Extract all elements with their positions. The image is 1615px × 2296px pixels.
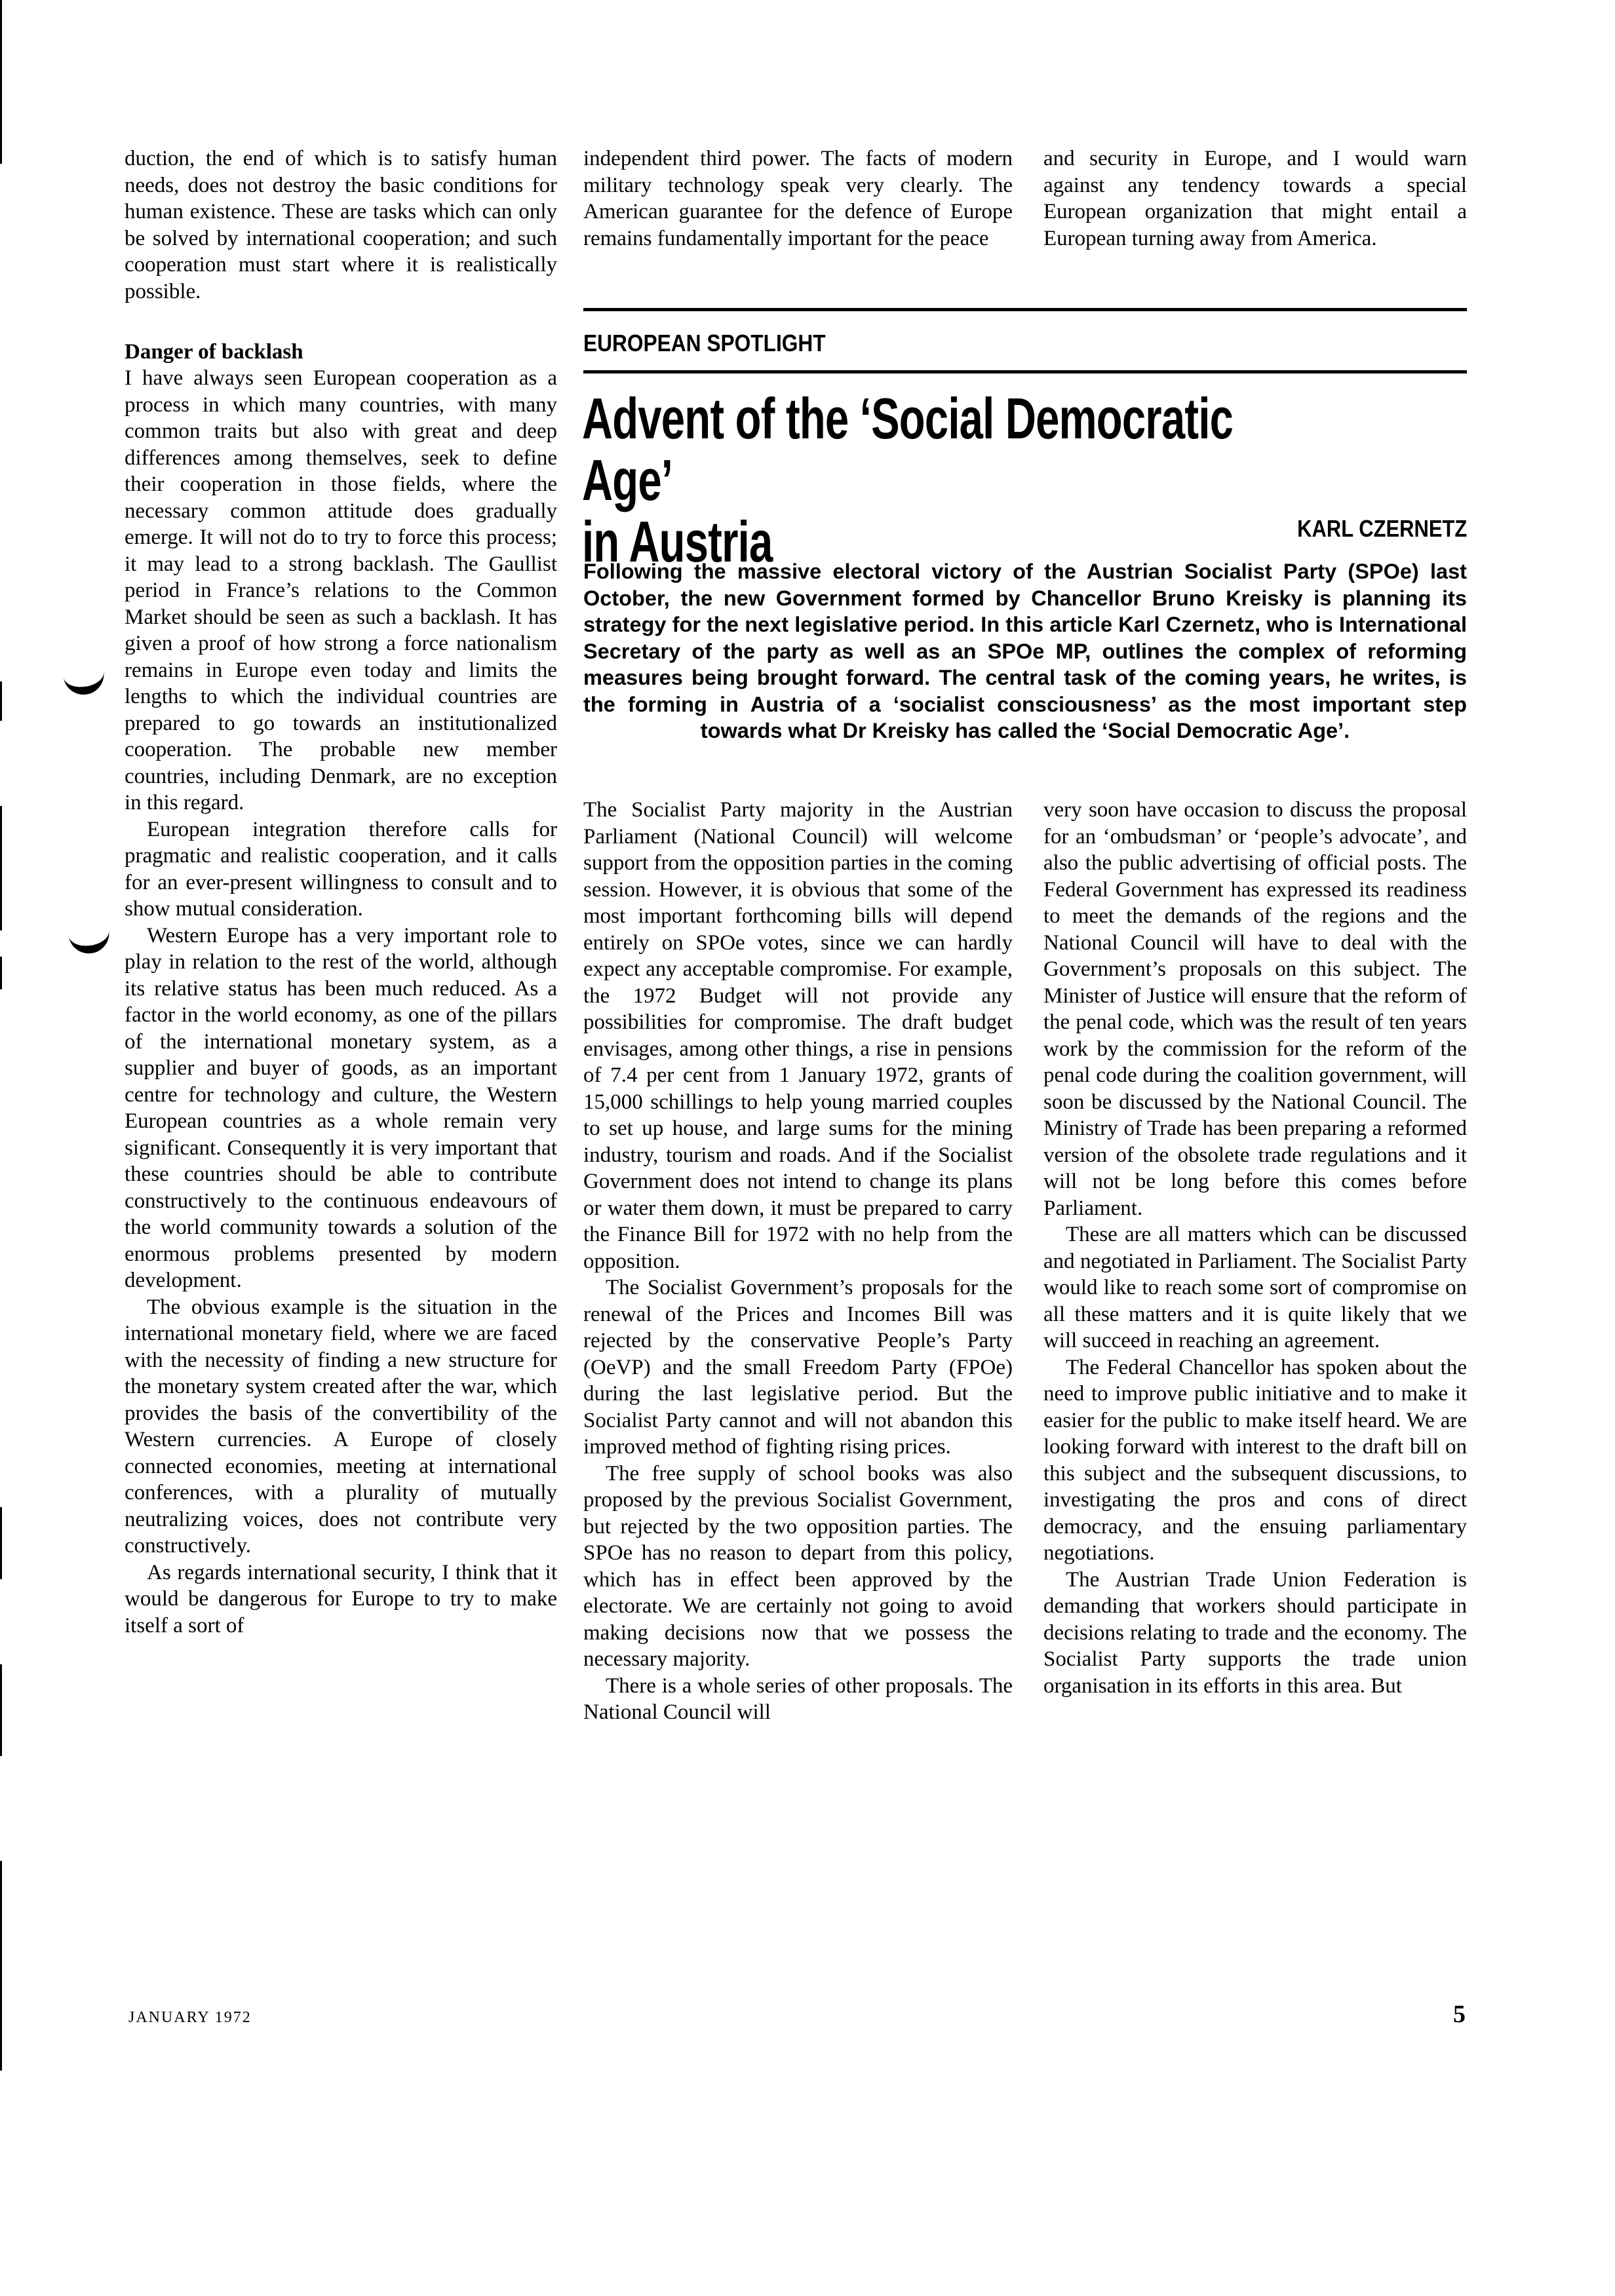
previous-article-column-2 — [583, 145, 1013, 252]
headline-line-2: in Austria — [582, 509, 773, 574]
body-paragraph: The Federal Chancellor has spoken about the need to improve public initiative and to make it easier for the public to make itself heard. We are looking forward with interest to the draft bill on this subject and the subsequent discussions, to investigating the pros and cons of direct democracy, and the ensuing parliamentary negotiations. — [1043, 1355, 1467, 1565]
body-paragraph: There is a whole series of other proposals. The National Council will — [583, 1674, 1013, 1724]
scan-edge-mark — [0, 957, 2, 989]
body-paragraph: independent third power. The facts of modern military technology speak very clearly. The American guarantee for the defence of Europe remains fundamentally important for the peace — [583, 147, 1013, 250]
section-divider-top — [583, 308, 1467, 311]
scan-edge-mark — [0, 681, 2, 721]
previous-article-column-3 — [1043, 145, 1467, 252]
scan-edge-mark — [0, 1861, 2, 2071]
article-headline — [582, 388, 1261, 573]
body-paragraph: The Socialist Government’s proposals for the renewal of the Prices and Incomes Bill was rejected by the conservative People’s Party (OeVP) and the small Freedom Party (FPOe) during the last legislative period. But the Socialist Party cannot and will not abandon this improved method of fighting rising prices. — [583, 1276, 1013, 1459]
issue-date: JANUARY 1972 — [128, 2009, 252, 2026]
body-paragraph: The Socialist Party majority in the Austrian Parliament (National Council) will welcome support from the opposition parties in the coming session. However, it is obvious that some of the most important forthcoming bills will depend entirely on SPOe votes, since we can hardly expect any acceptable compromise. For example, the 1972 Budget will not provide any possibilities for compromise. The draft budget envisages, among other things, a rise in pensions of 7.4 per cent from 1 January 1972, grants of 15,000 schillings to help young married couples to set up house, and large sums for the mining industry, tourism and roads. And if the Socialist Government does not intend to change its plans or water them down, it must be prepared to carry the Finance Bill for 1972 with no help from the opposition. — [583, 798, 1013, 1273]
body-paragraph: duction, the end of which is to satisfy human needs, does not destroy the basic conditions for human existence. These are tasks which can only be solved by international cooperation; and such cooperation must start where it is realistically possible. — [125, 147, 557, 303]
binding-hole-mark — [68, 925, 112, 956]
article-column-2 — [583, 797, 1013, 1726]
section-divider-bottom — [583, 370, 1467, 373]
article-standfirst: Following the massive electoral victory of the Austrian Socialist Party (SPOe) last October, the new Government formed by Chancellor Bruno Kreisky is planning its strategy for the next legislative period. In this article Karl Czernetz, who is International Secretary of the party as well as an SPOe MP, outlines the complex of reforming measures being brought forward. The central task of the coming years, he writes, is the forming in Austria of a ‘socialist consciousness’ as the most important step towards what Dr Kreisky has called the ‘Social Democratic Age’. — [583, 560, 1467, 742]
binding-hole-mark — [63, 666, 107, 697]
author-byline: KARL CZERNETZ — [1296, 515, 1467, 542]
previous-article-column-1 — [125, 145, 557, 1639]
body-paragraph: The Austrian Trade Union Federation is demanding that workers should participate in decisions relating to trade and the economy. The Socialist Party supports the trade union organisation in its efforts in this area. But — [1043, 1567, 1467, 1698]
body-paragraph: European integration therefore calls for pragmatic and realistic cooperation, and it calls for an ever-present willingness to consult and to show mutual consideration. — [125, 817, 557, 921]
scan-edge-mark — [0, 0, 2, 164]
page-number: 5 — [1453, 2000, 1466, 2028]
body-paragraph: Western Europe has a very important role to play in relation to the rest of the world, although its relative status has been much reduced. As a factor in the world economy, as one of the pillars of the international monetary system, as a supplier and buyer of goods, as an important centre for technology and culture, the Western European countries as a whole remain very significant. Consequently it is very important that these countries should be able to contribute constructively to the continuous endeavours of the world community towards a solution of the enormous problems presented by modern development. — [125, 923, 557, 1292]
article-column-3 — [1043, 797, 1467, 1699]
body-paragraph: As regards international security, I think that it would be dangerous for Europe to try to make itself a sort of — [125, 1560, 557, 1637]
section-label: EUROPEAN SPOTLIGHT — [583, 330, 826, 356]
headline-line-1: Advent of the ‘Social Democratic Age’ — [582, 386, 1234, 512]
body-paragraph: I have always seen European cooperation as a process in which many countries, with many common traits but also with great and deep differences among themselves, seek to define their cooperation in those fields, where the necessary common attitude does gradually emerge. It will not do to try to force this process; it may lead to a strong backlash. The Gaullist period in France’s relations to the Common Market should be seen as such a backlash. It has given a proof of how strong a force nationalism remains in Europe even today and limits the lengths to which the individual countries are prepared to go towards an institutionalized cooperation. The probable new member countries, including Denmark, are no exception in this regard. — [125, 366, 557, 814]
section-subheading: Danger of backlash — [125, 340, 303, 364]
scan-edge-mark — [0, 1664, 2, 1756]
body-paragraph: very soon have occasion to discuss the proposal for an ‘ombudsman’ or ‘people’s advocate’, and also the public advertising of official posts. The Federal Government has expressed its readiness to meet the demands of the regions and the National Council will have to deal with the Government’s proposals on this subject. The Minister of Justice will ensure that the reform of the penal code, which was the result of ten years work by the commission for the reform of the penal code during the coalition government, will soon be discussed by the National Council. The Ministry of Trade has been preparing a reformed version of the obsolete trade regulations and it will not be long before this comes before Parliament. — [1043, 798, 1467, 1220]
scan-edge-mark — [0, 1507, 2, 1579]
body-paragraph: These are all matters which can be discussed and negotiated in Parliament. The Socialist Party would like to reach some sort of compromise on all these matters and it is quite likely that we will succeed in reaching an agreement. — [1043, 1223, 1467, 1352]
body-paragraph: and security in Europe, and I would warn against any tendency towards a special European organization that might entail a European turning away from America. — [1043, 147, 1467, 250]
scan-edge-mark — [0, 806, 2, 930]
body-paragraph: The obvious example is the situation in the international monetary field, where we are faced with the necessity of finding a new structure for the monetary system created after the war, which provides the basis of the convertibility of the Western currencies. A Europe of closely connected economies, meeting at international conferences, with a plurality of mutually neutralizing voices, does not contribute very constructively. — [125, 1295, 557, 1558]
body-paragraph: The free supply of school books was also proposed by the previous Socialist Government, but rejected by the two opposition parties. The SPOe has no reason to depart from this policy, which has in effect been approved by the electorate. We are certainly not going to avoid making decisions now that we possess the necessary majority. — [583, 1461, 1013, 1671]
